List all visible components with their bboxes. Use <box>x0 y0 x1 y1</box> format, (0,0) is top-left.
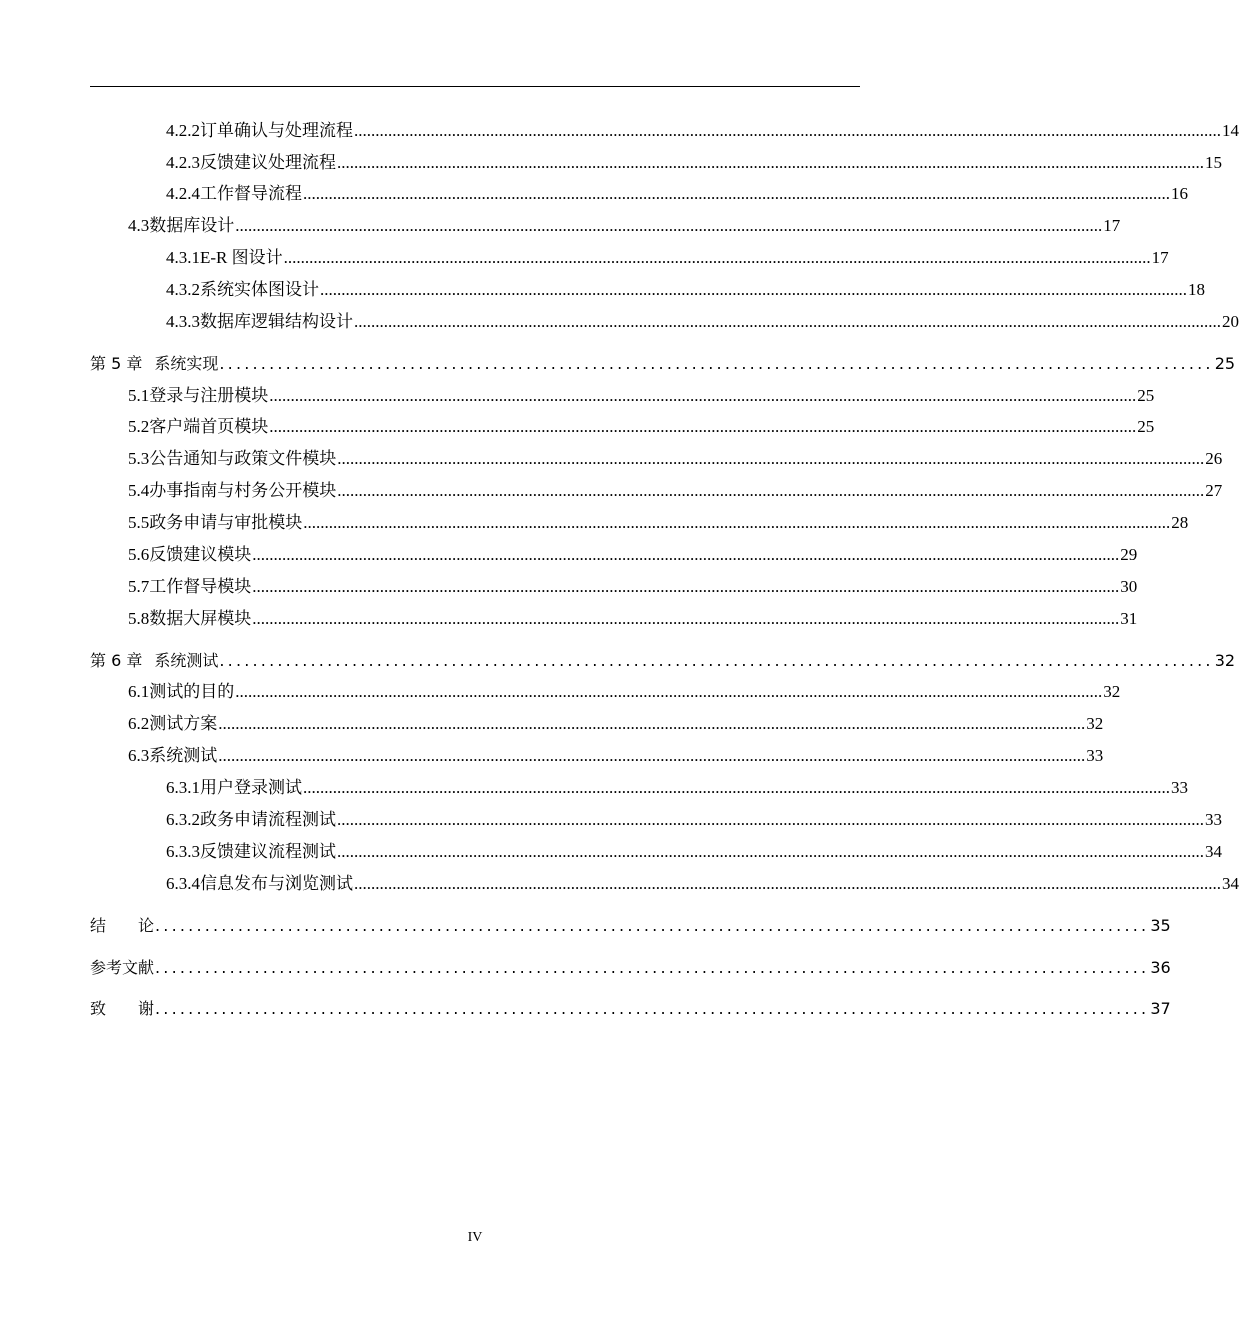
toc-number: 5.6 <box>128 545 150 564</box>
toc-title: 客户端首页模块 <box>149 417 269 436</box>
toc-leader: ........................................................................................................................ <box>219 651 1214 670</box>
toc-leader: ............................................................................................................................................................................................................ <box>252 609 1120 628</box>
toc-title: 登录与注册模块 <box>149 386 269 405</box>
toc-number: 5.7 <box>128 577 150 596</box>
toc-entry[interactable] <box>128 479 1223 503</box>
toc-title: 系统实现 <box>154 354 219 373</box>
toc-number: 6.2 <box>128 714 150 733</box>
toc-title: 反馈建议模块 <box>149 545 252 564</box>
toc-page: 33 <box>1086 746 1104 765</box>
toc-leader: ........................................................................................................................ <box>219 354 1214 373</box>
toc-page: 25 <box>1214 354 1236 373</box>
toc-title: 系统测试 <box>154 651 219 670</box>
toc-entry[interactable] <box>166 872 1239 896</box>
toc-entry[interactable] <box>166 808 1222 832</box>
toc-leader: ............................................................................................................................................................................................................ <box>337 842 1204 861</box>
toc-entry[interactable] <box>128 384 1155 408</box>
toc-leader: ............................................................................................................................................................................................................ <box>303 184 1170 203</box>
toc-page: 32 <box>1103 682 1121 701</box>
toc-entry[interactable] <box>166 278 1205 302</box>
toc-number: 4.3.3 <box>166 312 200 331</box>
toc-leader: ............................................................................................................................................................................................................ <box>354 874 1221 893</box>
toc-page: 36 <box>1150 958 1171 977</box>
toc-number: 6.1 <box>128 682 150 701</box>
toc-title: 公告通知与政策文件模块 <box>149 449 337 468</box>
toc-leader: ............................................................................................................................................................................................................ <box>337 810 1204 829</box>
toc-entry[interactable] <box>166 310 1239 334</box>
toc-page: 28 <box>1171 513 1189 532</box>
toc-leader: ........................................................................................................................ <box>155 999 1150 1018</box>
toc-title: 工作督导模块 <box>149 577 252 596</box>
toc-page: 35 <box>1150 916 1171 935</box>
toc-chapter-entry[interactable] <box>90 352 1236 376</box>
toc-leader: ............................................................................................................................................................................................................ <box>283 248 1151 267</box>
toc-page: 14 <box>1222 121 1239 140</box>
toc-leader: ............................................................................................................................................................................................................ <box>218 746 1086 765</box>
toc-number: 5.4 <box>128 481 150 500</box>
toc-entry[interactable] <box>128 712 1104 736</box>
toc-leader: ............................................................................................................................................................................................................ <box>354 121 1221 140</box>
toc-chapter-entry[interactable] <box>90 649 1236 673</box>
toc-leader: ............................................................................................................................................................................................................ <box>252 577 1120 596</box>
toc-page: 30 <box>1120 577 1138 596</box>
toc-number: 6.3 <box>128 746 150 765</box>
toc-title: 参考文献 <box>90 958 155 977</box>
toc-number: 第 5 章 <box>90 354 143 373</box>
toc-number: 5.1 <box>128 386 150 405</box>
toc-number: 5.3 <box>128 449 150 468</box>
toc-leader: ............................................................................................................................................................................................................ <box>337 481 1205 500</box>
toc-title: 测试方案 <box>149 714 218 733</box>
toc-leader: ............................................................................................................................................................................................................ <box>320 280 1187 299</box>
toc-leader: ............................................................................................................................................................................................................ <box>252 545 1120 564</box>
toc-page: 26 <box>1205 449 1223 468</box>
toc-conclusion-entry[interactable] <box>90 914 1171 938</box>
toc-page: 37 <box>1150 999 1171 1018</box>
toc-page: 29 <box>1120 545 1138 564</box>
toc-page: 25 <box>1137 417 1155 436</box>
toc-title: 数据库逻辑结构设计 <box>200 312 353 331</box>
toc-number: 6.3.2 <box>166 810 200 829</box>
toc-entry[interactable] <box>166 151 1222 175</box>
toc-number: 4.2.4 <box>166 184 200 203</box>
toc-page: 31 <box>1120 609 1138 628</box>
toc-title: 数据库设计 <box>149 216 235 235</box>
toc-page: 32 <box>1086 714 1104 733</box>
toc-title: 信息发布与浏览测试 <box>200 874 353 893</box>
toc-title: 结 论 <box>90 916 155 935</box>
toc-page: 34 <box>1205 842 1222 861</box>
toc-entry[interactable] <box>128 415 1155 439</box>
toc-title: 反馈建议流程测试 <box>200 842 336 861</box>
toc-leader: ............................................................................................................................................................................................................ <box>269 417 1137 436</box>
toc-leader: ............................................................................................................................................................................................................ <box>235 682 1103 701</box>
toc-title: E-R 图设计 <box>200 248 283 267</box>
toc-number: 4.2.2 <box>166 121 200 140</box>
toc-page: 15 <box>1205 153 1222 172</box>
toc-page: 25 <box>1137 386 1155 405</box>
toc-number: 6.3.4 <box>166 874 200 893</box>
toc-leader: ............................................................................................................................................................................................................ <box>337 449 1205 468</box>
toc-title: 工作督导流程 <box>200 184 302 203</box>
toc-number: 5.8 <box>128 609 150 628</box>
toc-title: 反馈建议处理流程 <box>200 153 336 172</box>
toc-entry[interactable] <box>128 744 1104 768</box>
toc-title: 测试的目的 <box>149 682 235 701</box>
toc-leader: ........................................................................................................................ <box>155 958 1150 977</box>
toc-entry[interactable] <box>166 246 1169 270</box>
toc-title: 政务申请与审批模块 <box>149 513 303 532</box>
toc-leader: ........................................................................................................................ <box>155 916 1150 935</box>
toc-entry[interactable] <box>166 119 1239 143</box>
toc-acknowledgements-entry[interactable] <box>90 997 1171 1021</box>
toc-page: 27 <box>1205 481 1223 500</box>
toc-number: 5.2 <box>128 417 150 436</box>
toc-entry[interactable] <box>166 840 1222 864</box>
toc-title: 致 谢 <box>90 999 155 1018</box>
toc-number: 6.3.1 <box>166 778 200 797</box>
toc-page: 18 <box>1188 280 1205 299</box>
toc-page: 32 <box>1214 651 1236 670</box>
toc-page: 17 <box>1151 248 1169 267</box>
toc-references-entry[interactable] <box>90 956 1171 980</box>
toc-leader: ............................................................................................................................................................................................................ <box>354 312 1221 331</box>
toc-entry[interactable] <box>128 447 1223 471</box>
toc-page: 33 <box>1205 810 1222 829</box>
toc-title: 政务申请流程测试 <box>200 810 336 829</box>
toc-number: 5.5 <box>128 513 150 532</box>
toc-leader: ............................................................................................................................................................................................................ <box>218 714 1086 733</box>
toc-page: 17 <box>1103 216 1121 235</box>
toc-entry[interactable] <box>166 776 1188 800</box>
toc-number: 4.3.2 <box>166 280 200 299</box>
toc-entry[interactable] <box>128 214 1121 238</box>
toc-title: 系统测试 <box>149 746 218 765</box>
toc-title: 系统实体图设计 <box>200 280 319 299</box>
toc-entry[interactable] <box>128 575 1138 599</box>
toc-page: 16 <box>1171 184 1188 203</box>
toc-title: 办事指南与村务公开模块 <box>149 481 337 500</box>
toc-entry[interactable] <box>166 182 1188 206</box>
toc-title: 用户登录测试 <box>200 778 302 797</box>
toc-entry[interactable] <box>128 607 1138 631</box>
footer-page-number: IV <box>467 1230 483 1245</box>
toc-number: 第 6 章 <box>90 651 143 670</box>
toc-number: 4.3 <box>128 216 150 235</box>
toc-number: 6.3.3 <box>166 842 200 861</box>
toc-leader: ............................................................................................................................................................................................................ <box>303 778 1170 797</box>
toc-entry[interactable] <box>128 511 1189 535</box>
toc-number: 4.2.3 <box>166 153 200 172</box>
toc-entry[interactable] <box>128 543 1138 567</box>
toc-leader: ............................................................................................................................................................................................................ <box>337 153 1204 172</box>
toc-leader: ............................................................................................................................................................................................................ <box>303 513 1171 532</box>
toc-leader: ............................................................................................................................................................................................................ <box>269 386 1137 405</box>
toc-page: 34 <box>1222 874 1239 893</box>
toc-title: 订单确认与处理流程 <box>200 121 353 140</box>
toc-number: 4.3.1 <box>166 248 200 267</box>
toc-page: 33 <box>1171 778 1188 797</box>
toc-title: 数据大屏模块 <box>149 609 252 628</box>
toc-entry[interactable] <box>128 680 1121 704</box>
toc-page: 20 <box>1222 312 1239 331</box>
toc-leader: ............................................................................................................................................................................................................ <box>235 216 1103 235</box>
